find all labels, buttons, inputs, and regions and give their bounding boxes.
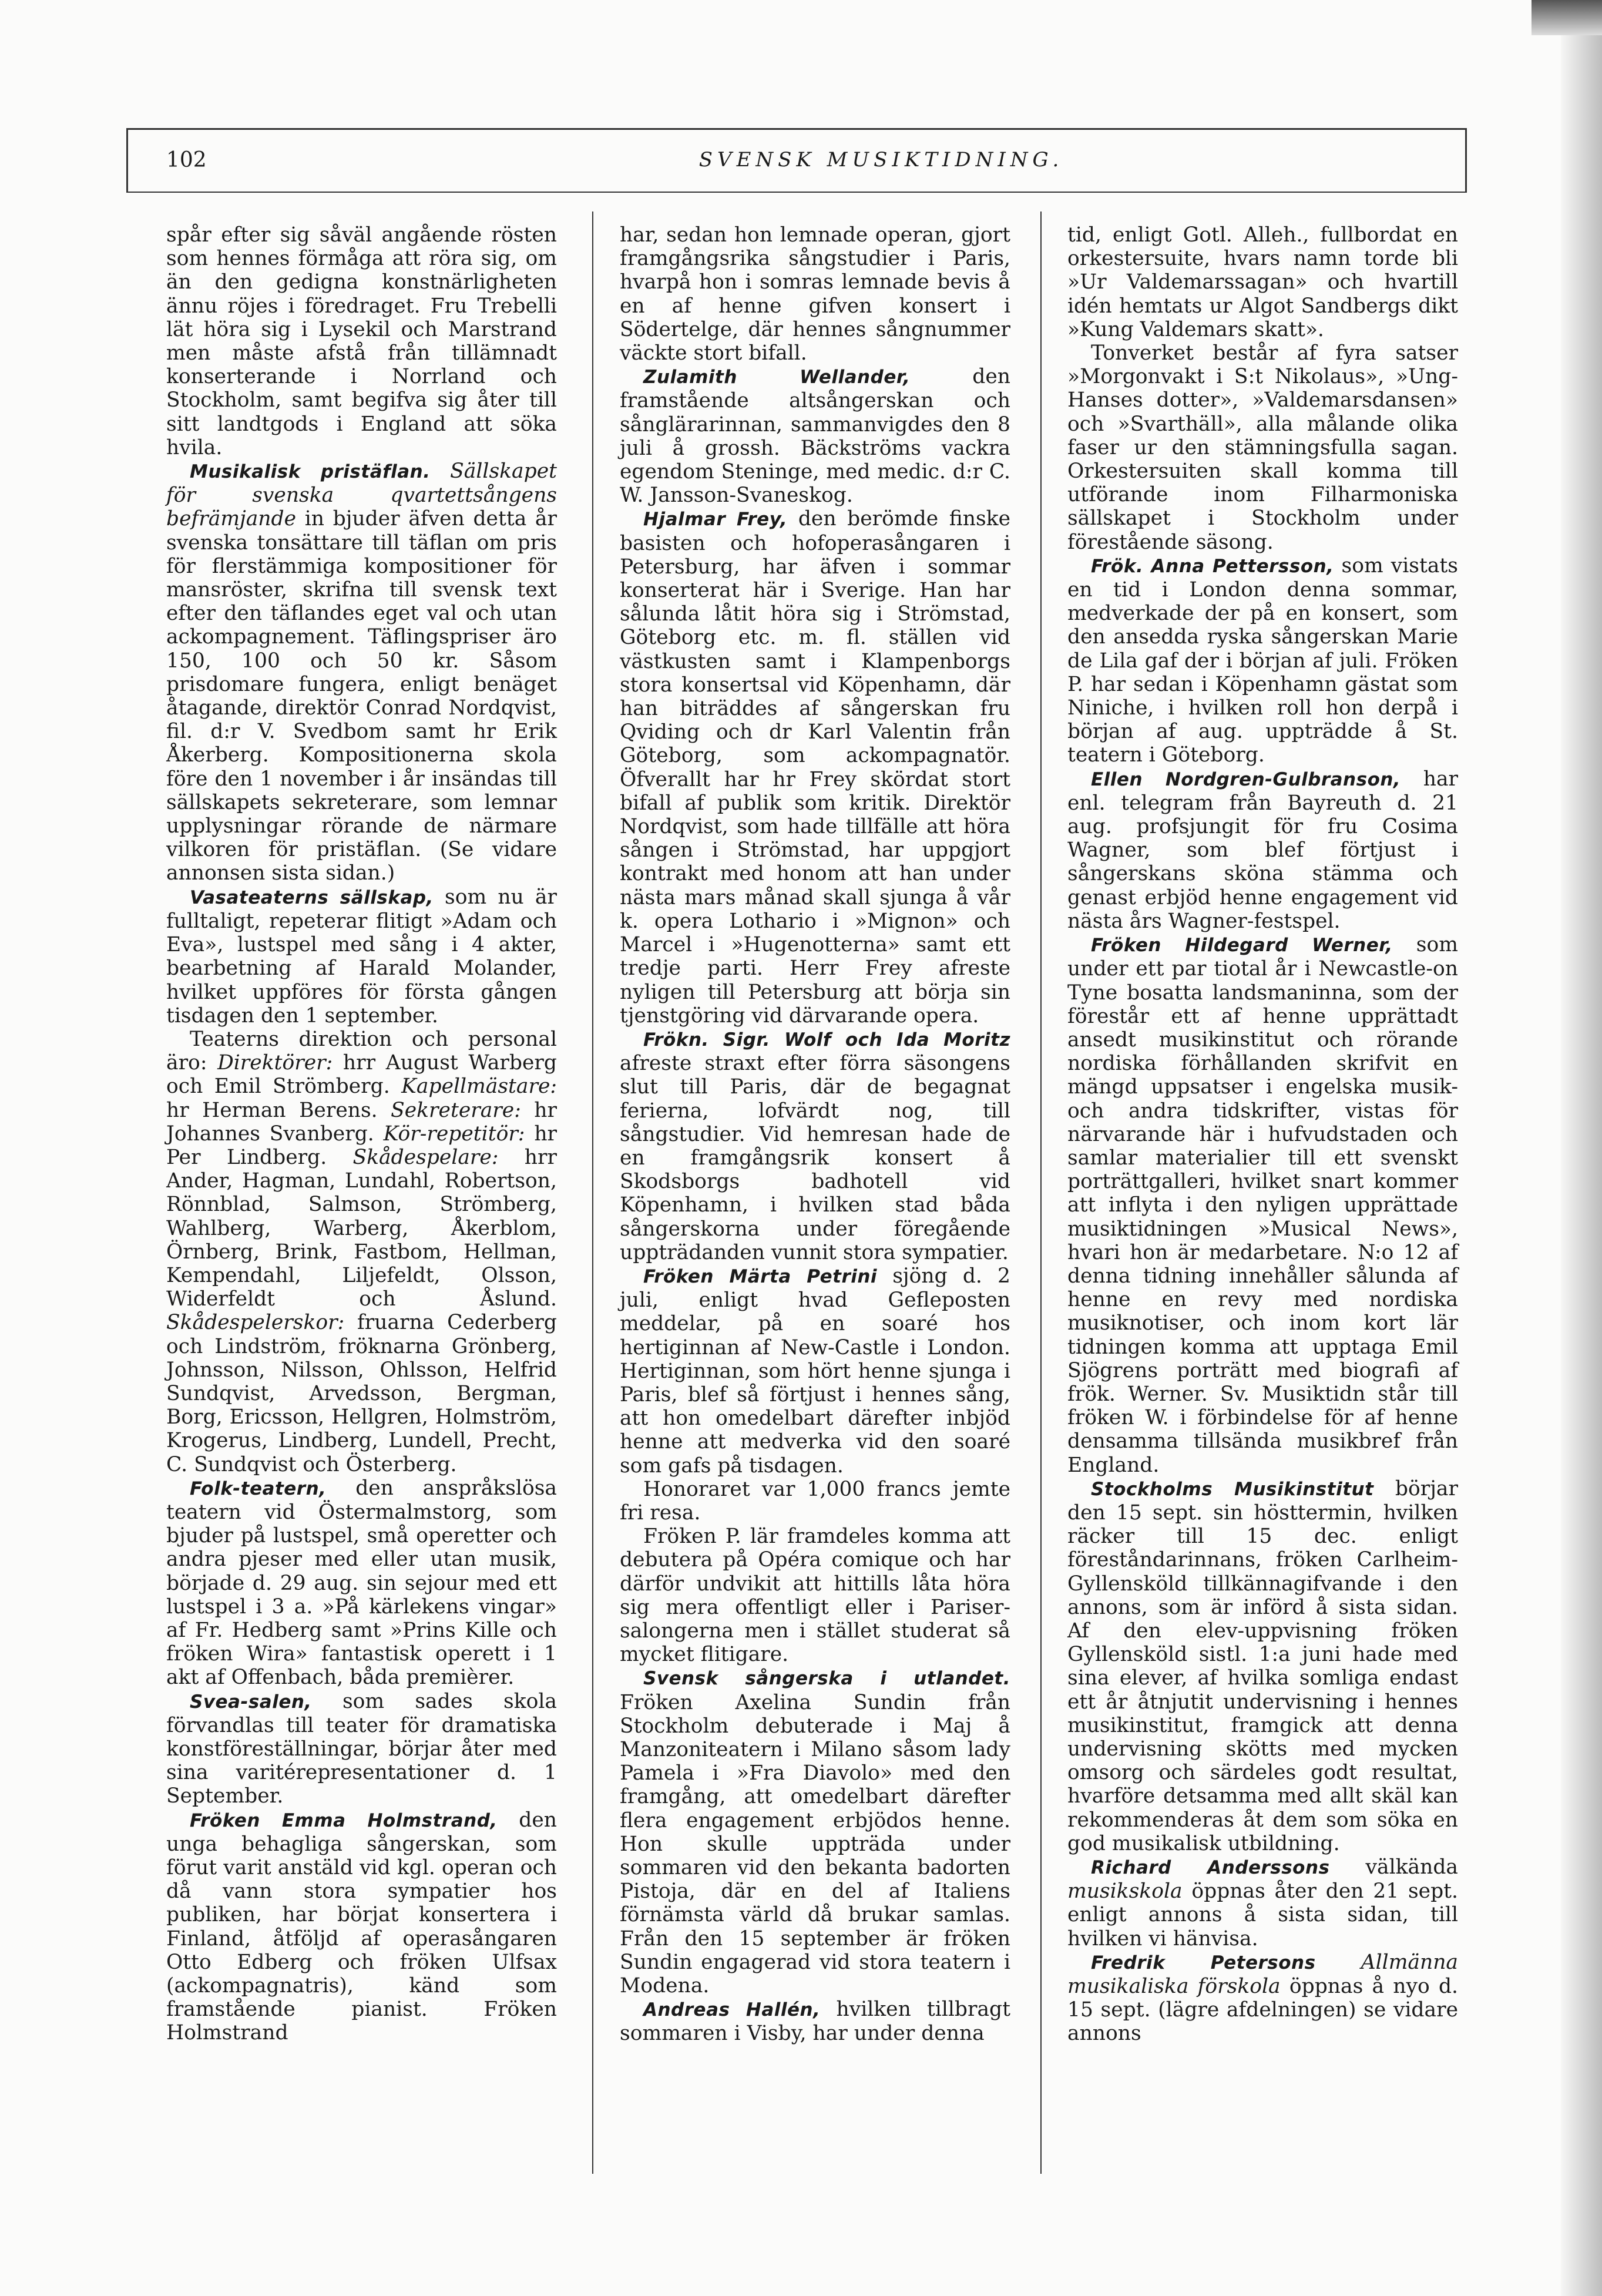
article-pettersson: [1067, 554, 1458, 767]
article-frey: [620, 507, 1010, 1027]
article-heading: Hjalmar Frey,: [643, 509, 788, 531]
article-heading: Fredrik Petersons: [1091, 1952, 1316, 1973]
article-heading: Folk-teatern,: [190, 1478, 327, 1499]
article-body: den anspråkslösa teatern vid Östermalmstorg, som bjuder på lustspel, små operetter och andra pjeser med eller utan musik, började d. 29 aug. sin sejour med ett lustspel i 3 a. »På kärlekens vingar» af Fr. Hedberg samt »Prins Kille och fröken Wira» fantastisk operett i 1 akt af Offenbach, båda premièrer.: [166, 1476, 557, 1690]
page-corner-shadow: [1532, 0, 1602, 35]
article-heading: Frökn. Sigr. Wolf och Ida Moritz: [643, 1029, 1010, 1050]
article-pristaflan: [166, 459, 557, 885]
article-body: öppnas å nyo d. 15 sept. (lägre afdelningen) se vidare annons: [1067, 1975, 1458, 2046]
article-heading: Andreas Hallén,: [643, 1999, 821, 2021]
text: hrr August Warberg och Emil Strömberg.: [166, 1051, 557, 1099]
article-body: sjöng d. 2 juli, enligt hvad Gefleposten meddelar, på en soaré hos hertiginnan af New-Castle i London. Hertiginnan, som hört henne sjunga i Paris, blef så förtjust i hennes sång, att hon omedelbart därefter inbjöd henne att medverka vid den soaré som gafs på tisdagen.: [620, 1264, 1010, 1478]
article-body: som sades skola förvandlas till teater för dramatiska konstföreställningar, börjar åter med sina varitérepresentationer d. 1 September.: [166, 1689, 557, 1808]
header-right-rule: [1465, 128, 1467, 193]
header-top-rule: [126, 128, 1467, 130]
article-folkteatern: [166, 1476, 557, 1690]
article-body: den berömde finske basisten och hofoperasångaren i Petersburg, har äfven i sommar konserterat här i Sverige. Han har sålunda låtit höra sig i Strömstad, Göteborg etc. m. fl. ställen vid västkusten samt i Klampenborgs stora konsertsal vid Köpenhamn, där han biträddes af sångerskan fru Qviding och dr Karl Valentin från Göteborg, som ackompagnatör. Öfverallt har hr Frey skördat stort bifall af publik som kritik. Direktör Nordqvist, som hade tillfälle att höra sången i Strömstad, har uppgjort kontrakt med honom att han under nästa mars månad skall sjunga å vår k. opera Lothario i »Mignon» och Marcel i »Hugenotterna» samt ett tredje parti. Herr Frey afreste nyligen till Petersburg att börja sin tjenstgöring vid därvarande opera.: [620, 507, 1010, 1028]
header-left-rule: [126, 128, 128, 193]
article-body: har enl. telegram från Bayreuth d. 21 aug. profsjungit för fru Cosima Wagner, som blef förtjust i sångerskans sköna stämma och genast erbjöd henne engagement vid nästa års Wagner-festspel.: [1067, 767, 1458, 933]
article-heading: Fröken Märta Petrini: [643, 1266, 878, 1287]
column-2: [620, 223, 1010, 2046]
paragraph: spår efter sig såväl angående rösten som hennes förmåga att röra sig, om än den gedigna konstnärligheten ännu röjes i föredraget. Fru Trebelli lät höra sig i Lysekil och Marstrand men måste afstå från tillämnadt konserterande i Norrland och Stockholm, samt begifva sig åter till sitt landtgods i England att söka hvila.: [166, 223, 557, 459]
article-heading: Frök. Anna Pettersson,: [1091, 555, 1334, 577]
column-divider-1: [592, 212, 593, 2174]
article-holmstrand: [166, 1808, 557, 2045]
article-musikinstitut: [1067, 1477, 1458, 1855]
article-sundin: [620, 1666, 1010, 1998]
column-3: [1067, 223, 1458, 2046]
journal-title: SVENSK MUSIKTIDNING.: [698, 148, 1064, 172]
article-body: Fröken Axelina Sundin från Stockholm debuterade i Maj å Manzoniteatern i Milano såsom lady Pamela i »Fra Diavolo» med den framgång, att omedelbart därefter flera engagement erbjödos henne. Hon skulle uppträda under sommaren vid den bekanta badorten Pistoja, där en del af Italiens förnämsta värld då brukar samlas. Från den 15 september är fröken Sundin engagerad vid stora teatern i Modena.: [620, 1690, 1010, 1998]
role-label: Kör-repetitör:: [383, 1122, 525, 1146]
paragraph: har, sedan hon lemnade operan, gjort framgångsrika sångstudier i Paris, hvarpå hon i somras lemnade bevis å en af henne gifven konsert i Södertelge, där hennes sångnummer väckte stort bifall.: [620, 223, 1010, 365]
article-nordgren-gulbranson: [1067, 767, 1458, 933]
text: hr Per Lindberg.: [166, 1122, 557, 1169]
article-peterson: [1067, 1951, 1458, 2046]
page-edge-shadow: [1561, 0, 1602, 2296]
role-label: Skådespelare:: [352, 1145, 499, 1169]
article-heading: Ellen Nordgren-Gulbranson,: [1091, 768, 1401, 790]
article-body: in bjuder äfven detta år svenska tonsättare till täflan om pris för flerstämmiga kompositioner för mansröster, skrifna till svensk text efter den täflandes eget val och utan ackompagnement. Täflingspriser äro 150, 100 och 50 kr. Såsom prisdomare fungera, enligt benäget åtagande, direktör Conrad Nordqvist, fil. d:r V. Svedbom samt hr Erik Åkerberg. Kompositionerna skola före den 1 november i år insändas till sällskapets sekreterare, som lemnar upplysningar rörande de närmare vilkoren för pristäflan. (Se vidare annonsen sista sidan.): [166, 507, 557, 885]
role-label: Sekreterare:: [391, 1098, 521, 1122]
article-body: som nu är fulltaligt, repeterar flitigt »Adam och Eva», lustspel med sång i 4 akter, bearbetning af Harald Molander, hvilket uppföres för första gången tisdagen den 1 september.: [166, 885, 557, 1028]
article-body: den unga behagliga sångerskan, som förut varit anstäld vid kgl. operan och då vann stora sympatier hos publiken, har börjat konsertera i Finland, åtföljd af operasångaren Otto Edberg och fröken Ulfsax (ackompagnatris), känd som framstående pianist. Fröken Holmstrand: [166, 1808, 557, 2045]
article-andersson: [1067, 1855, 1458, 1951]
column-divider-2: [1040, 212, 1042, 2174]
article-heading: Fröken Emma Holmstrand,: [190, 1810, 498, 1831]
article-body: som under ett par tiotal år i Newcastle-on Tyne bosatta landsmaninna, som der förestår ett af henne upprättadt ansedt musikinstitut och rörande nordiska förhållanden skrifvit en mängd uppsatser i engelska musik- och andra tidskrifter, vistas för närvarande här i hufvudstaden och samlar materialier till ett svenskt porträttgalleri, hvilket snart kommer att inflyta i den nyligen upprättade musiktidningen »Musical News», hvari hon är medarbetare. N:o 12 af denna tidning innehåller sålunda af henne en revy med nordiska musiknotiser, och inom kort lär tidningen komma att upptaga Emil Sjögrens porträtt med biografi af frök. Werner. Sv. Musiktidn står till fröken W. i förbindelse för af henne densamma tillsända musikbref från England.: [1067, 933, 1458, 1477]
article-heading: Stockholms Musikinstitut: [1091, 1478, 1374, 1500]
text: välkända: [1365, 1855, 1458, 1879]
article-heading: Musikalisk pristäflan.: [190, 461, 431, 483]
article-body: hvilken tillbragt sommaren i Visby, har under denna: [620, 1998, 1010, 2046]
text: hrr Ander, Hagman, Lundahl, Robertson, Rönnblad, Salmson, Strömberg, Wahlberg, Warberg, Åkerblom, Örnberg, Brink, Fastbom, Hellman, Kempendahl, Liljefeldt, Olsson, Widerfeldt och Åslund.: [166, 1145, 557, 1311]
article-body: den framstående altsångerskan och sånglärarinnan, sammanvigdes den 8 juli å grossh. Bäckströms vackra egendom Steninge, med medic. d:r C. W. Jansson-Svaneskog.: [620, 365, 1011, 508]
paragraph: Tonverket består af fyra satser »Morgonvakt i S:t Nikolaus», »Ung-Hanses dotter», »Valdemarsdansen» och »Svarthäll», alla målande olika faser ur den stämningsfulla sagan. Orkestersuiten skall komma till utförande inom Filharmoniska sällskapet i Stockholm under förestående säsong.: [1067, 341, 1458, 554]
paragraph: tid, enligt Gotl. Alleh., fullbordat en orkestersuite, hvars namn torde bli »Ur Valdemarssagan» och hvartill idén hemtats ur Algot Sandbergs dikt »Kung Valdemars skatt».: [1067, 223, 1458, 341]
article-wolf-moritz: [620, 1028, 1010, 1264]
personnel-list: [166, 1028, 557, 1476]
article-heading: Zulamith Wellander,: [643, 367, 911, 388]
italic-text: musikskola: [1067, 1879, 1183, 1904]
role-label: Kapellmästare:: [401, 1075, 557, 1099]
article-heading: Svea-salen,: [190, 1691, 312, 1713]
paragraph: Fröken P. lär framdeles komma att debutera på Opéra comique och har därför undvikit att hittills låta höra sig mera offentligt eller i Pariser-salongerna men i stället studerat så mycket flitigare.: [620, 1525, 1010, 1667]
article-body: som vistats en tid i London denna sommar, medverkade der på en konsert, som den ansedda ryska sångerskan Marie de Lila gaf der i början af juli. Fröken P. har sedan i Köpenhamn gästat som Niniche, i hvilken roll hon derpå i början af aug. uppträdde å St. teatern i Göteborg.: [1067, 553, 1459, 767]
role-label: Skådespelerskor:: [166, 1311, 345, 1335]
italic-text: Sällskapet för svenska qvartettsångens befrämjande: [166, 459, 557, 531]
article-body: afreste straxt efter förra säsongens slut till Paris, där de begagnat ferierna, lofvärdt nog, till sångstudier. Vid hemresan hade de en framgångsrik konsert å Skodsborgs badhotell vid Köpenhamn, i hvilken stad båda sångerskorna under föregående uppträdanden vunnit stora sympatier.: [620, 1052, 1010, 1264]
article-svea-salen: [166, 1690, 557, 1808]
article-heading: Richard Anderssons: [1091, 1857, 1330, 1879]
column-1: [166, 223, 557, 2045]
article-vasateatern: [166, 885, 557, 1028]
article-heading: Svensk sångerska i utlandet.: [643, 1668, 1010, 1690]
italic-text: Allmänna musikaliska förskola: [1067, 1950, 1458, 1999]
role-label: Direktörer:: [217, 1051, 333, 1075]
header-bottom-rule: [126, 192, 1467, 193]
text: fruarna Cederberg och Lindström, fröknarna Grönberg, Johnsson, Nilsson, Ohlsson, Helfrid Sundqvist, Arvedsson, Bergman, Borg, Ericsson, Hellgren, Holmström, Krogerus, Lindberg, Lundell, Precht, C. Sundqvist och Österberg.: [166, 1311, 557, 1476]
article-petrini: [620, 1264, 1010, 1478]
article-body: öppnas åter den 21 sept. enligt annons å sista sidan, till hvilken vi hänvisa.: [1067, 1879, 1458, 1951]
article-heading: Vasateaterns sällskap,: [190, 887, 434, 908]
text: hr Johannes Svanberg.: [166, 1098, 557, 1146]
article-body: börjar den 15 sept. sin hösttermin, hvilken räcker till 15 dec. enligt föreståndarinnans, fröken Carlheim-Gyllensköld tillkännagifvande i den annons, som är införd å sista sidan. Af den elev-uppvisning fröken Gyllensköld sistl. 1:a juni hade med sina elever, af hvilka somliga endast ett år åtnjutit undervisning i hennes musikinstitut, framgick att denna undervisning skötts med mycken omsorg och särdeles godt resultat, hvarföre detsamma med allt skäl kan rekommenderas åt dem som söka en god musikalisk utbildning.: [1067, 1476, 1458, 1855]
text: Teaterns direktion och personal äro:: [166, 1027, 557, 1075]
article-wellander: [620, 365, 1010, 507]
page-number: 102: [166, 148, 207, 172]
article-werner: [1067, 933, 1458, 1477]
article-hallen: [620, 1998, 1010, 2045]
text: hr Herman Berens.: [166, 1098, 378, 1122]
article-heading: Fröken Hildegard Werner,: [1091, 935, 1393, 956]
paragraph: Honoraret var 1,000 francs jemte fri resa.: [620, 1477, 1010, 1525]
